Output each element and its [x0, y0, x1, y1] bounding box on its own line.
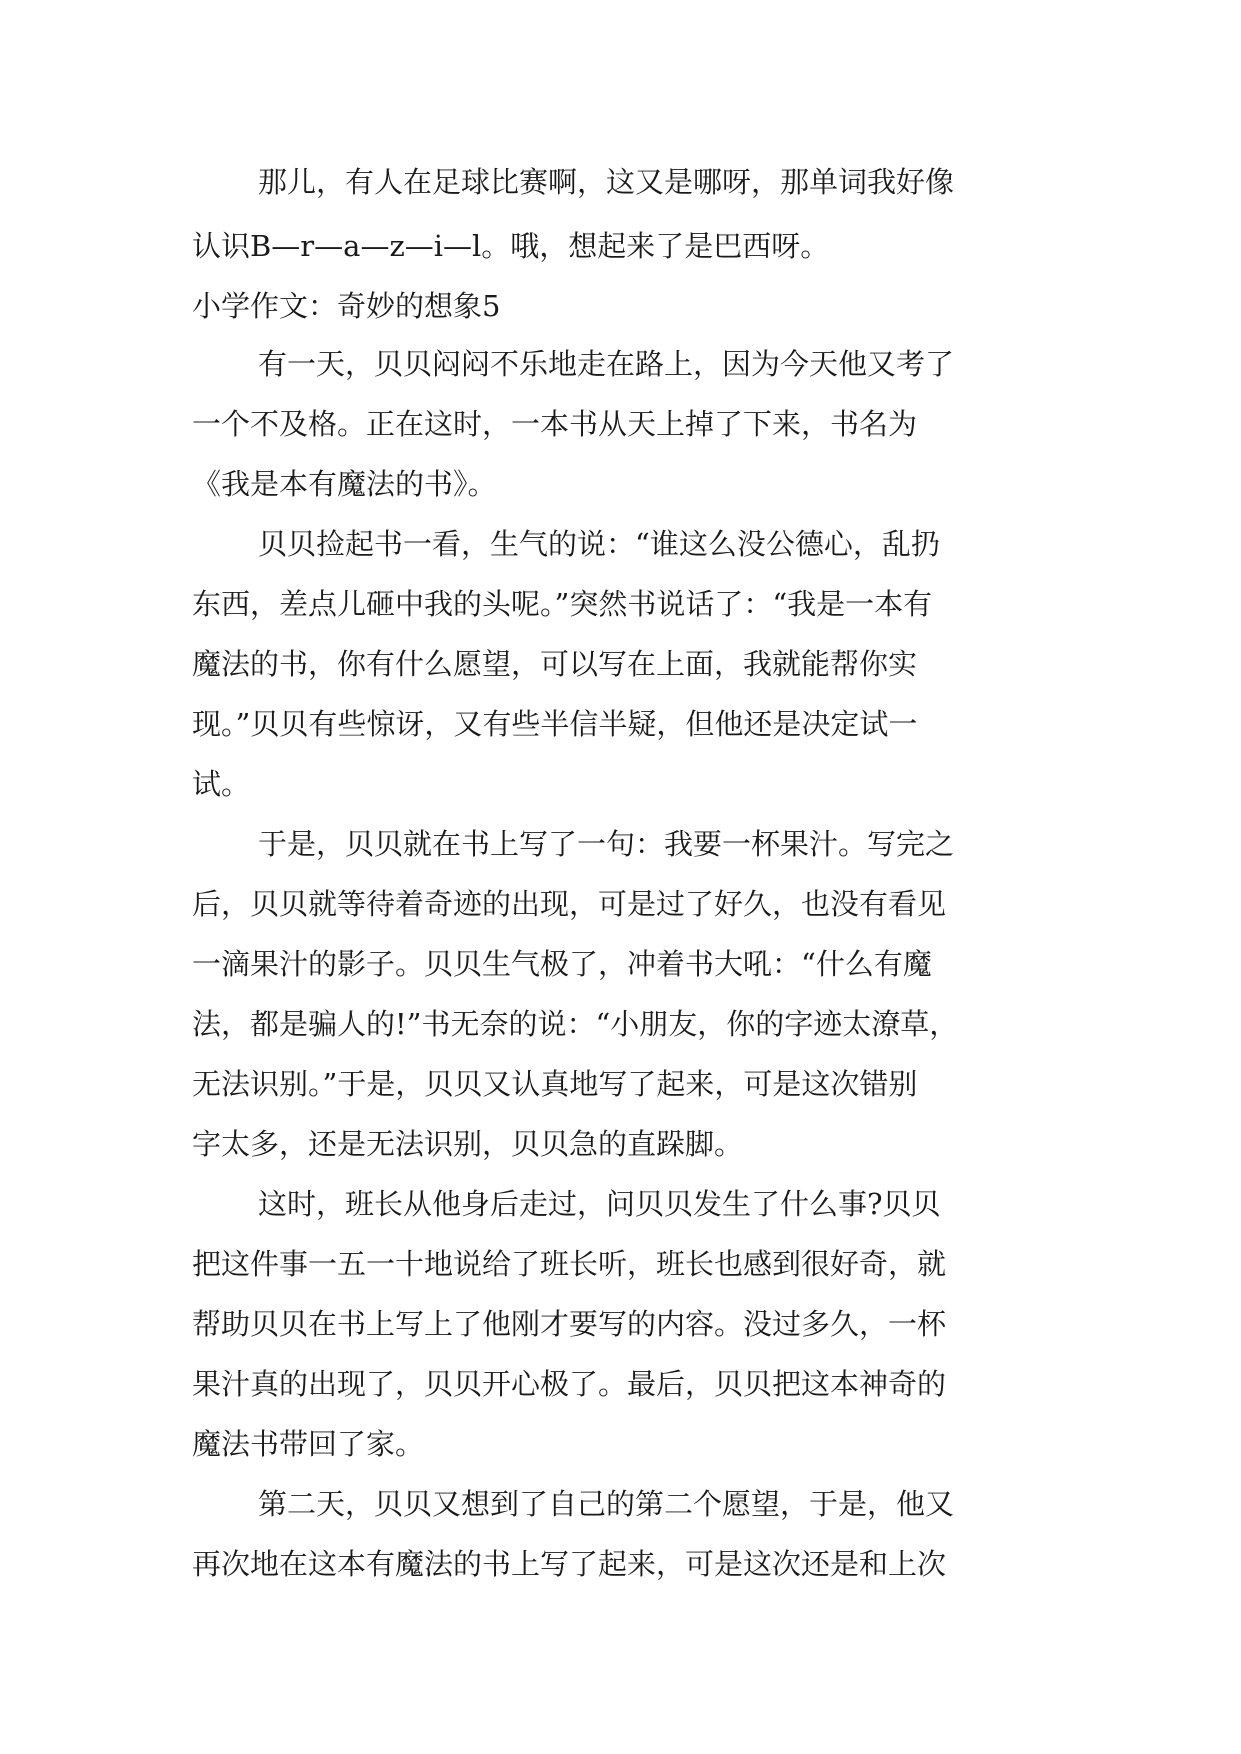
paragraph-line: 把这件事一五一十地说给了班长听，班长也感到很好奇，就 — [192, 1247, 947, 1281]
paragraph-line: 有一天，贝贝闷闷不乐地走在路上，因为今天他又考了 — [258, 347, 955, 381]
paragraph-line: 于是，贝贝就在书上写了一句：我要一杯果汁。写完之 — [258, 827, 955, 861]
paragraph-line: 第二天，贝贝又想到了自己的第二个愿望，于是，他又 — [258, 1487, 955, 1521]
paragraph-line: 试。 — [192, 767, 251, 801]
paragraph-line: 无法识别。”于是，贝贝又认真地写了起来，可是这次错别 — [192, 1067, 918, 1101]
section-heading: 小学作文：奇妙的想象5 — [192, 289, 501, 323]
paragraph-line: 后，贝贝就等待着奇迹的出现，可是过了好久，也没有看见 — [192, 887, 947, 921]
paragraph-line: 东西，差点儿砸中我的头呢。”突然书说话了：“我是一本有 — [192, 587, 933, 621]
paragraph-line: 法，都是骗人的!”书无奈的说：“小朋友，你的字迹太潦草， — [192, 1007, 959, 1041]
paragraph-line: 认识B—r—a—z—i—l。哦，想起来了是巴西呀。 — [192, 229, 830, 263]
paragraph-line: 现。”贝贝有些惊讶，又有些半信半疑，但他还是决定试一 — [192, 707, 918, 741]
paragraph-line: 这时，班长从他身后走过，问贝贝发生了什么事?贝贝 — [258, 1187, 941, 1221]
paragraph-line: 一个不及格。正在这时，一本书从天上掉了下来，书名为 — [192, 407, 918, 441]
paragraph-line: 再次地在这本有魔法的书上写了起来，可是这次还是和上次 — [192, 1547, 947, 1581]
paragraph-line: 魔法的书，你有什么愿望，可以写在上面，我就能帮你实 — [192, 647, 918, 681]
paragraph-line: 魔法书带回了家。 — [192, 1427, 425, 1461]
paragraph-line: 那儿，有人在足球比赛啊，这又是哪呀，那单词我好像 — [258, 165, 955, 199]
paragraph-line: 帮助贝贝在书上写上了他刚才要写的内容。没过多久，一杯 — [192, 1307, 947, 1341]
paragraph-line: 贝贝捡起书一看，生气的说：“谁这么没公德心，乱扔 — [258, 527, 940, 561]
paragraph-line: 一滴果汁的影子。贝贝生气极了，冲着书大吼：“什么有魔 — [192, 947, 932, 981]
paragraph-line: 《我是本有魔法的书》。 — [192, 467, 497, 501]
paragraph-line: 果汁真的出现了，贝贝开心极了。最后，贝贝把这本神奇的 — [192, 1367, 947, 1401]
paragraph-line: 字太多，还是无法识别，贝贝急的直跺脚。 — [192, 1127, 744, 1161]
